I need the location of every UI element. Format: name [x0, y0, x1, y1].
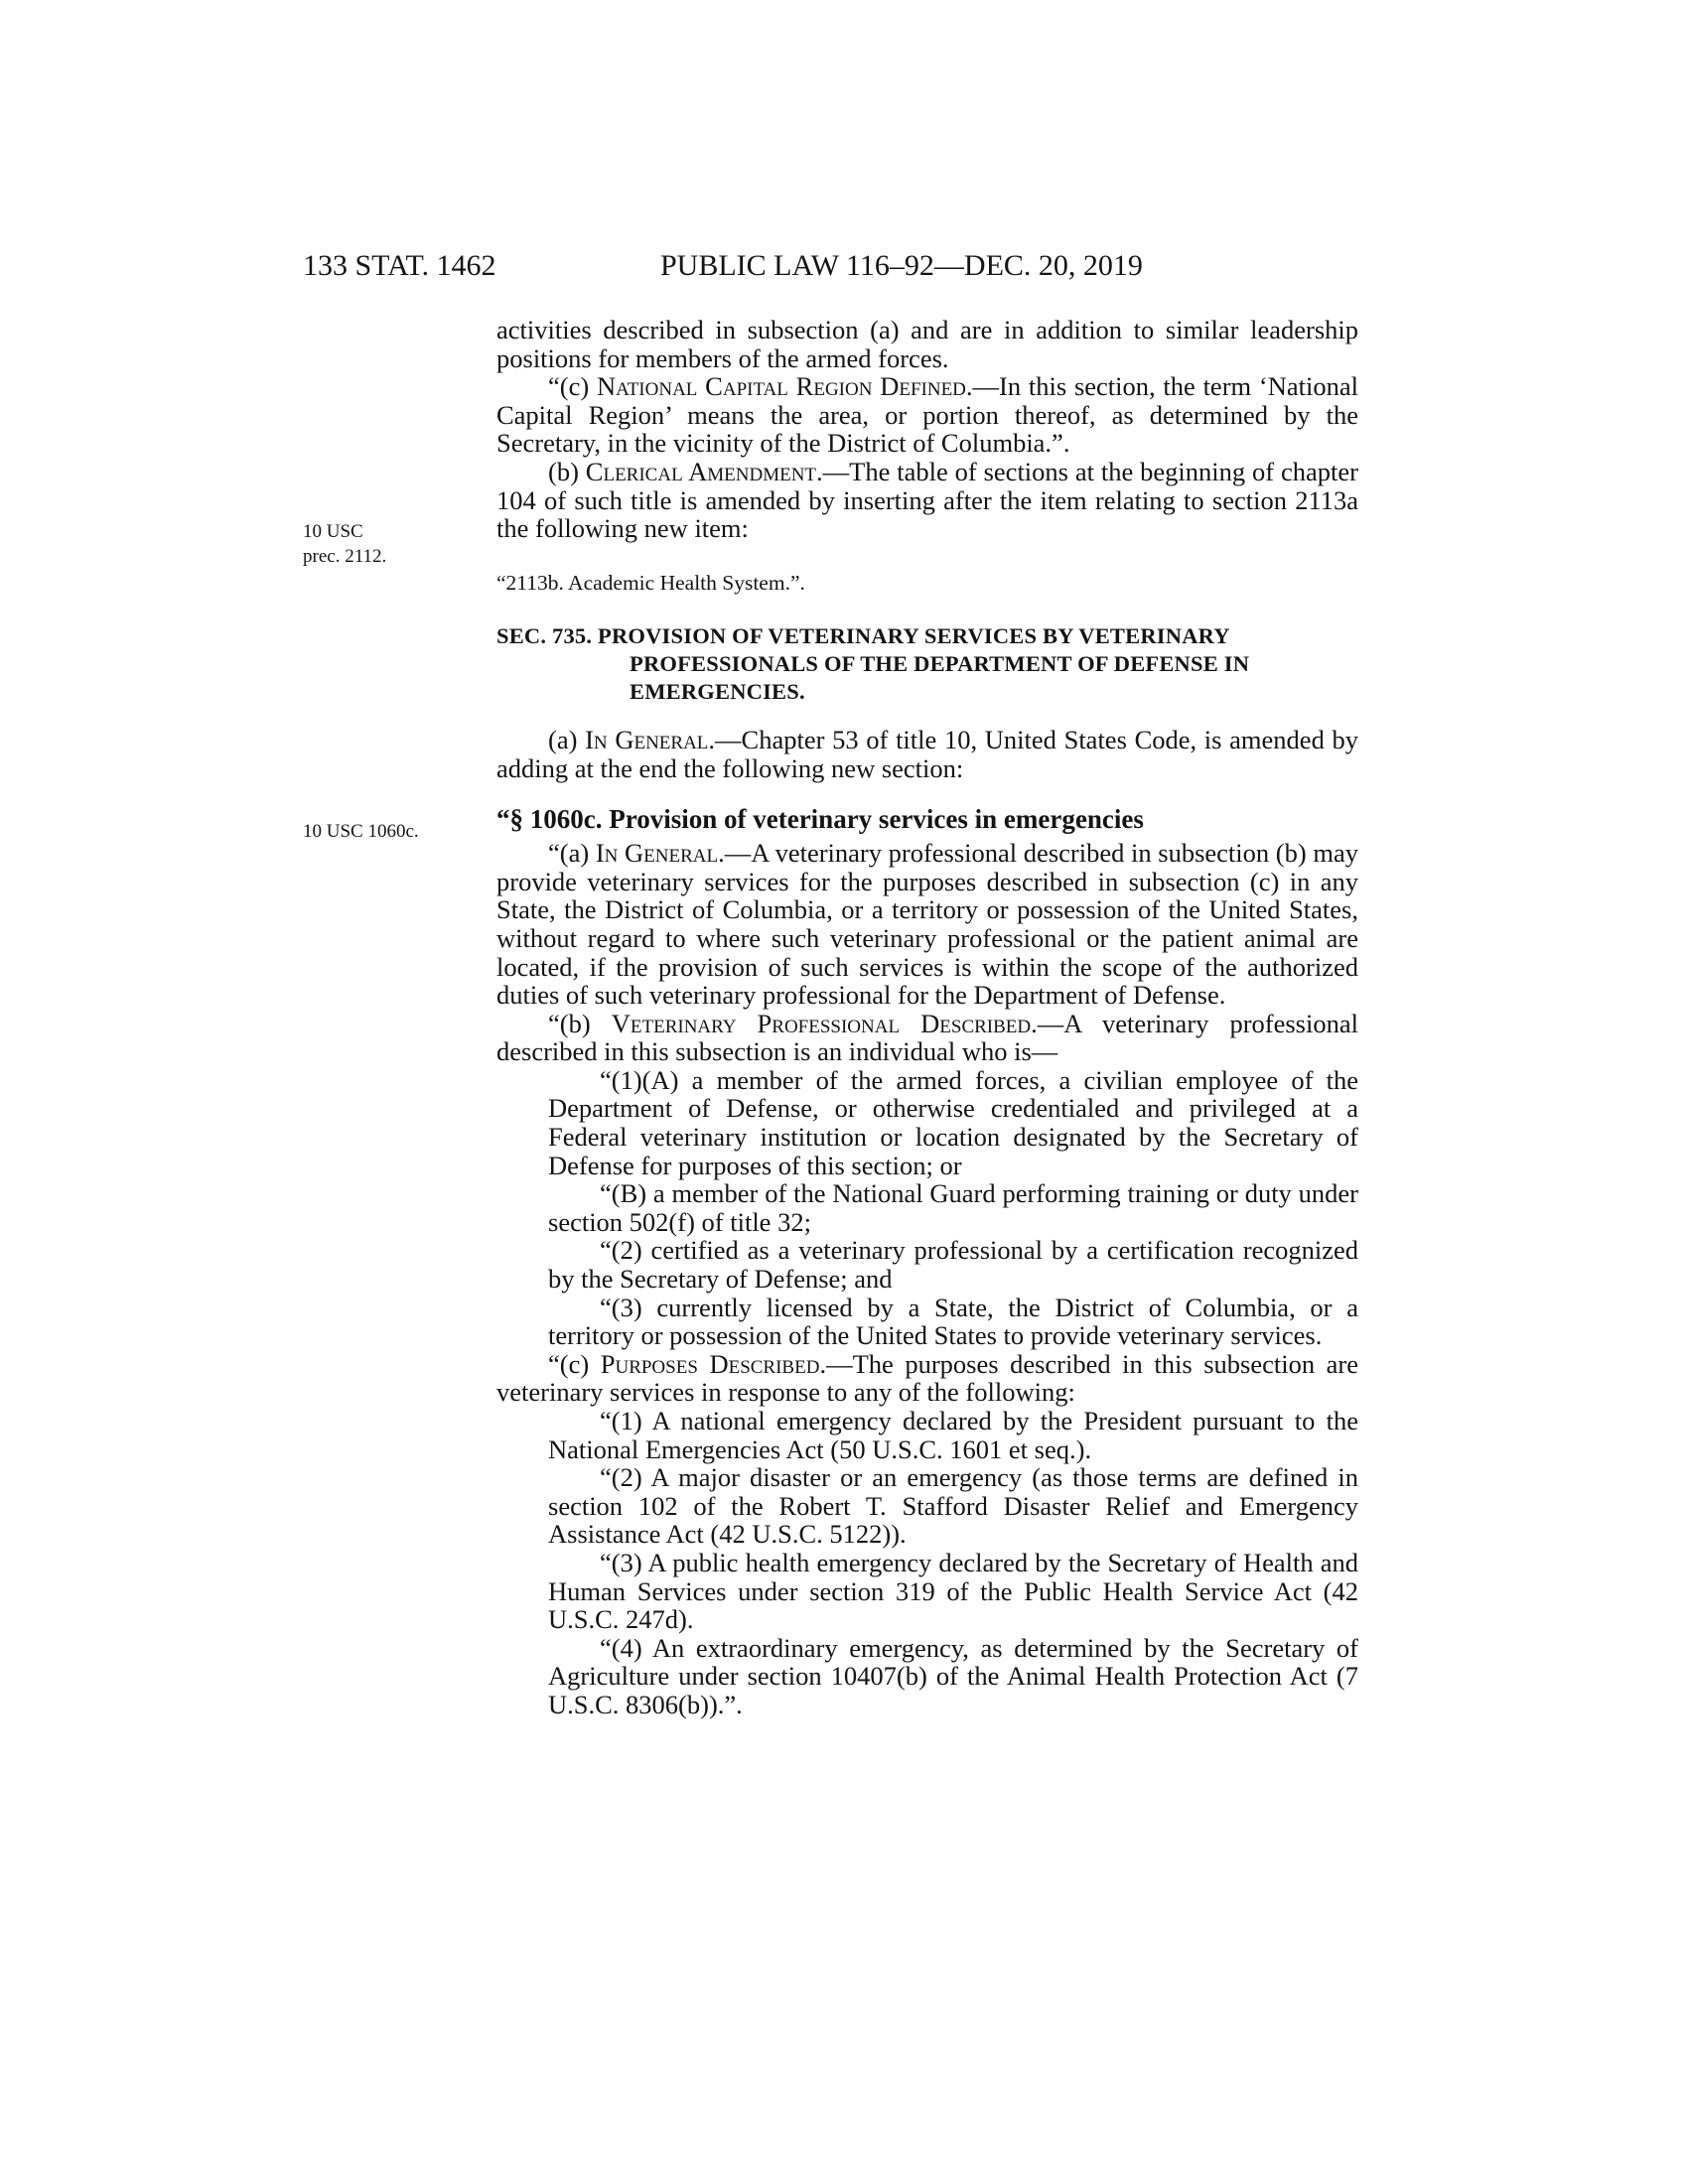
public-law-title: PUBLIC LAW 116–92—DEC. 20, 2019	[660, 249, 1143, 282]
paragraph-continuation: activities described in subsection (a) and are in addition to similar leadership positions for members of the armed forces.	[496, 315, 1358, 373]
margin-note-line: prec. 2112.	[303, 546, 387, 567]
paragraph-clerical-amendment: (b) Clerical Amendment.—The table of sections at the beginning of chapter 104 of such title is amended by inserting after the item relating to section 2113a the following new item:	[496, 456, 1358, 544]
page-header	[303, 246, 1400, 286]
paragraph-a-in-general: “(a) In General.—A veterinary professional described in subsection (b) may provide veterinary services for the purposes described in subsection (c) in any State, the District of Columbia, or a territory or possession of the United States, without regard to where such veterinary professional or the patient animal are located, if the provision of such services is within the scope of the authorized duties of such veterinary professional for the Department of Defense.	[496, 838, 1358, 1011]
purpose-4: “(4) An extraordinary emergency, as determined by the Secretary of Agriculture under section 10407(b) of the Animal Health Protection Act (7 U.S.C. 8306(b)).”.	[548, 1632, 1358, 1719]
document-body	[496, 316, 1358, 1719]
subsection-heading: Veterinary Professional Described	[611, 1008, 1032, 1038]
paragraph-in-general: (a) In General.—Chapter 53 of title 10, United States Code, is amended by adding at the end the following new section:	[496, 725, 1359, 783]
statute-page-number: 133 STAT. 1462	[303, 249, 496, 282]
paragraph-c-purposes: “(c) Purposes Described.—The purposes described in this subsection are veterinary services in response to any of the following:	[496, 1348, 1358, 1408]
section-heading: SEC. 735. PROVISION OF VETERINARY SERVICES BY VETERINARY PROFESSIONALS OF THE DEPARTMENT OF DEFENSE IN EMERGENCIES.	[496, 623, 1250, 705]
subsection-heading: National Capital Region Defined	[596, 371, 966, 402]
subsection-heading: Clerical Amendment	[585, 456, 817, 486]
paragraph-b-professional: “(b) Veterinary Professional Described.—A veterinary professional described in this subsection is an individual who is—	[496, 1008, 1358, 1067]
subsection-heading: In General	[585, 725, 709, 755]
purpose-2: “(2) A major disaster or an emergency (as those terms are defined in section 102 of the Robert T. Stafford Disaster Relief and Emergency Assistance Act (42 U.S.C. 5122)).	[548, 1462, 1358, 1550]
margin-note-line: 10 USC	[303, 521, 363, 542]
new-section-heading: “§ 1060c. Provision of veterinary services in emergencies	[496, 803, 1144, 834]
clause-1a: “(1)(A) a member of the armed forces, a civilian employee of the Department of Defense, or otherwise credentialed and privileged at a Federal veterinary institution or location designated by the Secretary of Defense for purposes of this section; or	[548, 1064, 1358, 1180]
clause-2: “(2) certified as a veterinary professional by a certification recognized by the Secretary of Defense; and	[548, 1235, 1358, 1295]
paragraph-national-capital-region: “(c) National Capital Region Defined.—In this section, the term ‘National Capital Region’ means the area, or portion thereof, as determined by the Secretary, in the vicinity of the District of Columbia.”.	[496, 371, 1358, 459]
purpose-3: “(3) A public health emergency declared by the Secretary of Health and Human Services under section 319 of the Public Health Service Act (42 U.S.C. 247d).	[548, 1547, 1358, 1635]
clause-1b: “(B) a member of the National Guard performing training or duty under section 502(f) of title 32;	[548, 1178, 1358, 1237]
subsection-heading: Purposes Described	[600, 1348, 820, 1379]
purpose-1: “(1) A national emergency declared by the President pursuant to the National Emergencies Act (50 U.S.C. 1601 et seq.).	[548, 1406, 1358, 1464]
margin-note-usc-1060c: 10 USC 1060c.	[303, 821, 419, 842]
new-table-item: “2113b. Academic Health System.”.	[496, 570, 805, 595]
clause-3: “(3) currently licensed by a State, the District of Columbia, or a territory or possession of the United States to provide veterinary services.	[548, 1292, 1358, 1351]
margin-note-usc-prec	[303, 519, 386, 569]
subsection-heading: In General	[595, 838, 719, 869]
